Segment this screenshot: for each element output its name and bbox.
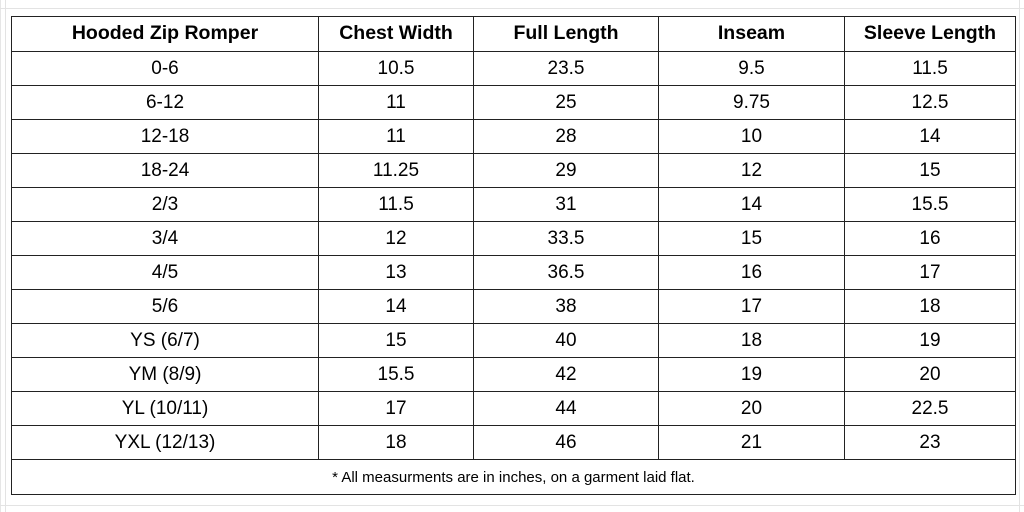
sleeve-length-cell: 17 (845, 256, 1016, 290)
chest-width-cell: 14 (319, 290, 474, 324)
chest-width-cell: 13 (319, 256, 474, 290)
full-length-cell: 38 (474, 290, 659, 324)
chest-width-cell: 18 (319, 426, 474, 460)
sleeve-length-cell: 23 (845, 426, 1016, 460)
chest-width-cell: 11.5 (319, 188, 474, 222)
footnote: * All measurments are in inches, on a garment laid flat. (12, 460, 1016, 495)
chest-width-cell: 10.5 (319, 52, 474, 86)
full-length-cell: 28 (474, 120, 659, 154)
inseam-cell: 15 (659, 222, 845, 256)
chest-width-cell: 12 (319, 222, 474, 256)
sleeve-length-cell: 15.5 (845, 188, 1016, 222)
size-cell: 18-24 (12, 154, 319, 188)
table-row (12, 86, 1016, 120)
table-row (12, 256, 1016, 290)
full-length-cell: 23.5 (474, 52, 659, 86)
full-length-cell: 29 (474, 154, 659, 188)
inseam-cell: 16 (659, 256, 845, 290)
chest-width-cell: 11 (319, 86, 474, 120)
sleeve-length-cell: 16 (845, 222, 1016, 256)
sleeve-length-cell: 15 (845, 154, 1016, 188)
table-row (12, 188, 1016, 222)
full-length-cell: 31 (474, 188, 659, 222)
inseam-cell: 19 (659, 358, 845, 392)
inseam-cell: 21 (659, 426, 845, 460)
table-row (12, 358, 1016, 392)
size-cell: 0-6 (12, 52, 319, 86)
chest-width-cell: 15 (319, 324, 474, 358)
size-chart-table (11, 16, 1016, 495)
size-cell: 2/3 (12, 188, 319, 222)
sleeve-length-cell: 19 (845, 324, 1016, 358)
table-row (12, 324, 1016, 358)
inseam-cell: 17 (659, 290, 845, 324)
table-row (12, 426, 1016, 460)
size-cell: 3/4 (12, 222, 319, 256)
size-cell: 12-18 (12, 120, 319, 154)
sleeve-length-cell: 20 (845, 358, 1016, 392)
size-cell: 6-12 (12, 86, 319, 120)
full-length-cell: 46 (474, 426, 659, 460)
sleeve-length-cell: 18 (845, 290, 1016, 324)
header-full-length: Full Length (474, 17, 659, 52)
full-length-cell: 33.5 (474, 222, 659, 256)
size-cell: YXL (12/13) (12, 426, 319, 460)
full-length-cell: 40 (474, 324, 659, 358)
chest-width-cell: 17 (319, 392, 474, 426)
inseam-cell: 14 (659, 188, 845, 222)
sleeve-length-cell: 22.5 (845, 392, 1016, 426)
inseam-cell: 9.75 (659, 86, 845, 120)
footnote-row (12, 460, 1016, 495)
sleeve-length-cell: 11.5 (845, 52, 1016, 86)
table-row (12, 154, 1016, 188)
table-row (12, 222, 1016, 256)
inseam-cell: 10 (659, 120, 845, 154)
size-cell: YS (6/7) (12, 324, 319, 358)
table-row (12, 392, 1016, 426)
inseam-cell: 9.5 (659, 52, 845, 86)
table-row (12, 52, 1016, 86)
size-cell: 5/6 (12, 290, 319, 324)
header-inseam: Inseam (659, 17, 845, 52)
size-cell: YL (10/11) (12, 392, 319, 426)
size-cell: 4/5 (12, 256, 319, 290)
table-row (12, 290, 1016, 324)
chest-width-cell: 11.25 (319, 154, 474, 188)
full-length-cell: 36.5 (474, 256, 659, 290)
chest-width-cell: 15.5 (319, 358, 474, 392)
header-sleeve-length: Sleeve Length (845, 17, 1016, 52)
header-size: Hooded Zip Romper (12, 17, 319, 52)
inseam-cell: 12 (659, 154, 845, 188)
header-chest-width: Chest Width (319, 17, 474, 52)
full-length-cell: 25 (474, 86, 659, 120)
header-row (12, 17, 1016, 52)
chest-width-cell: 11 (319, 120, 474, 154)
inseam-cell: 18 (659, 324, 845, 358)
full-length-cell: 42 (474, 358, 659, 392)
full-length-cell: 44 (474, 392, 659, 426)
size-cell: YM (8/9) (12, 358, 319, 392)
inseam-cell: 20 (659, 392, 845, 426)
sleeve-length-cell: 12.5 (845, 86, 1016, 120)
sleeve-length-cell: 14 (845, 120, 1016, 154)
table-row (12, 120, 1016, 154)
